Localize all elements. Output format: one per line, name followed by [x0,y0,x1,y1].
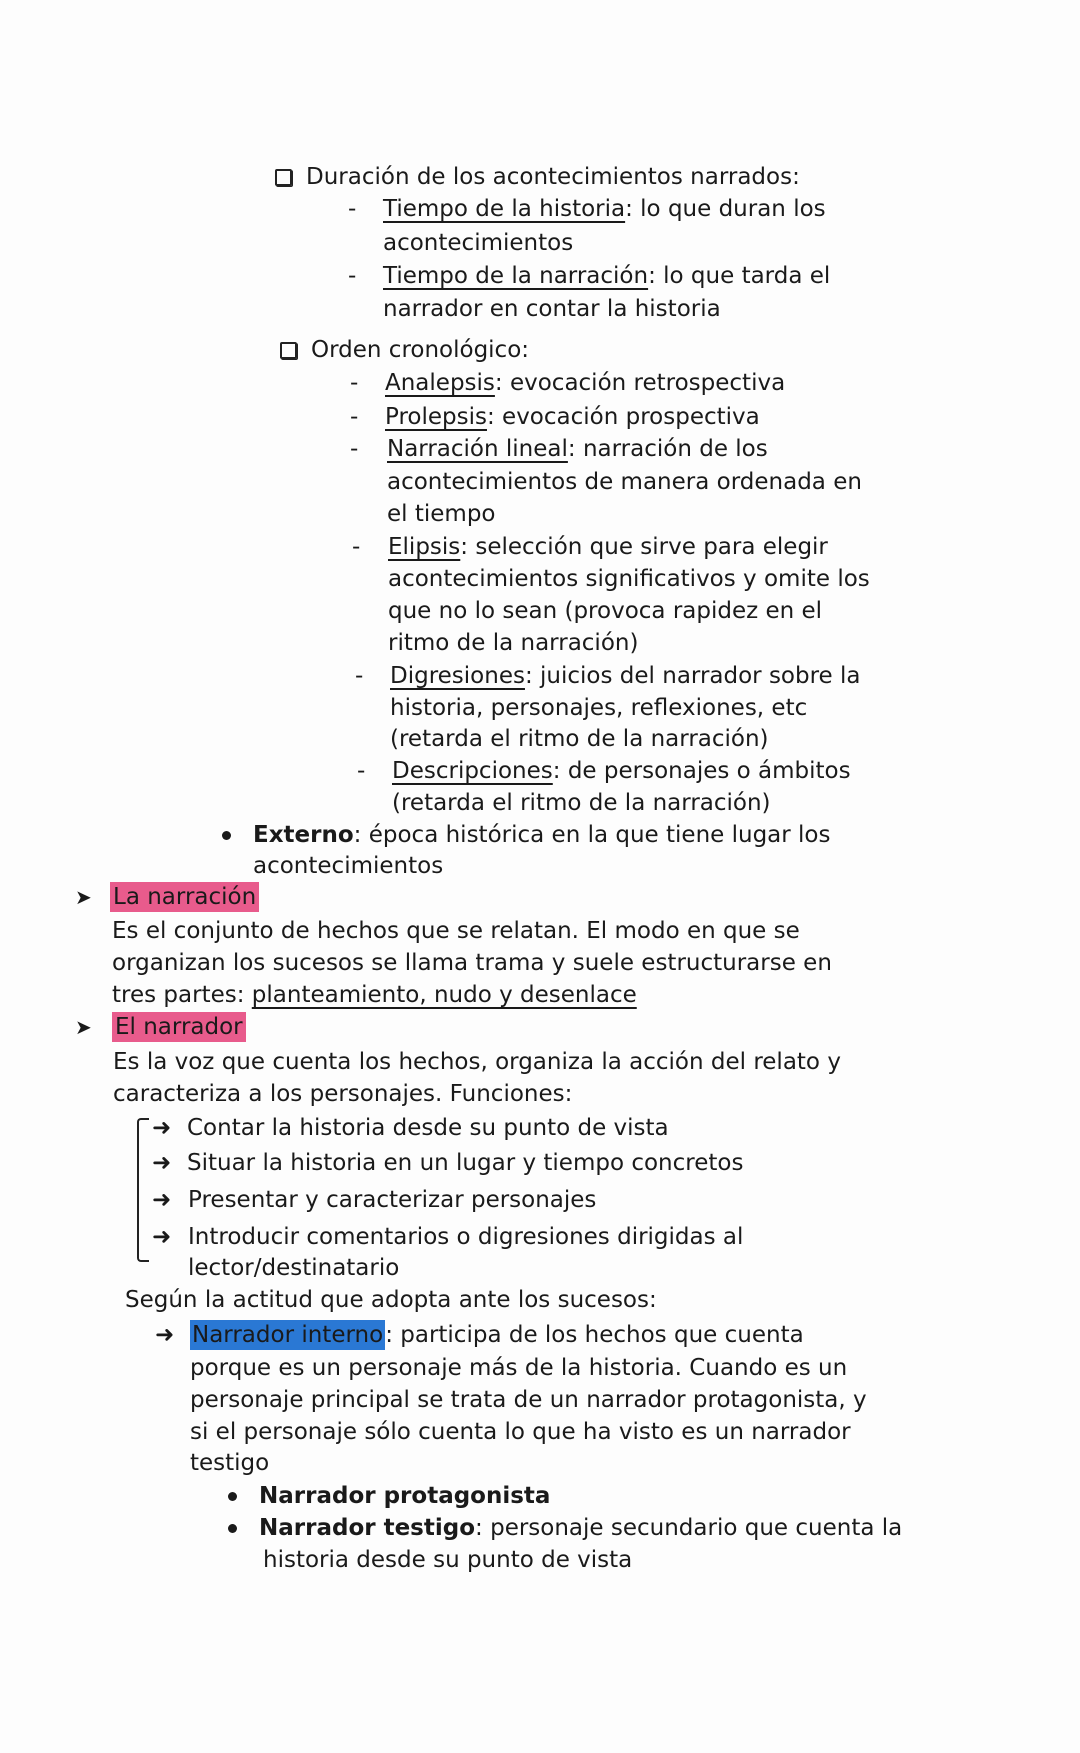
list-item-interno: Narrador interno: participa de los hechos que cuenta [192,1322,804,1348]
pointer-icon: ➤ [75,1015,92,1039]
function-item: Introducir comentarios o digresiones dirigidas al [188,1224,744,1250]
section-heading-narracion: La narración [110,886,259,909]
arrow-icon: ➜ [155,1322,175,1348]
bullet-item-testigo: Narrador testigo: personaje secundario que cuenta la [228,1517,902,1540]
dash-icon: - [350,370,359,396]
function-item: Presentar y caracterizar personajes [188,1187,597,1213]
bullet-item-externo: Externo: época histórica en la que tiene lugar los [222,824,830,847]
dash-icon: - [352,534,361,560]
arrow-icon: ➜ [152,1224,172,1250]
paragraph-line: Según la actitud que adopta ante los sucesos: [125,1287,657,1313]
list-item-cont: narrador en contar la historia [383,296,721,322]
function-item-cont: lector/destinatario [188,1255,400,1281]
section-heading-narrador: El narrador [112,1016,246,1039]
list-item-cont: historia, personajes, reflexiones, etc [390,695,808,721]
list-item-descripciones: Descripciones: de personajes o ámbitos [392,758,851,784]
dash-icon: - [350,404,359,430]
checkbox-item-duracion: Duración de los acontecimientos narrados: [275,166,800,189]
checkbox-icon [275,169,292,186]
list-item-digresiones: Digresiones: juicios del narrador sobre la [390,663,861,689]
list-item: Tiempo de la narración: lo que tarda el [383,263,831,289]
list-item-analepsis: Analepsis: evocación retrospectiva [385,370,786,396]
bullet-icon [222,831,231,840]
list-item-lineal: Narración lineal: narración de los [387,436,768,462]
paragraph-line: Es el conjunto de hechos que se relatan. El modo en que se [112,918,800,944]
dash-icon: - [357,758,366,784]
dash-icon: - [350,436,359,462]
list-item-cont: ritmo de la narración) [388,630,639,656]
bullet-item-protagonista: Narrador protagonista [228,1485,550,1508]
list-item-cont: testigo [190,1450,270,1476]
list-item-cont: si el personaje sólo cuenta lo que ha visto es un narrador [190,1419,851,1445]
dash-icon: - [348,263,357,289]
list-item-cont: el tiempo [387,501,496,527]
list-item-cont: acontecimientos [253,853,444,879]
paragraph-line: caracteriza a los personajes. Funciones: [113,1081,573,1107]
function-item: Contar la historia desde su punto de vista [187,1115,669,1141]
list-item-prolepsis: Prolepsis: evocación prospectiva [385,404,760,430]
list-item-cont: (retarda el ritmo de la narración) [390,726,769,752]
bullet-icon [228,1524,237,1533]
arrow-icon: ➜ [152,1150,172,1176]
checkbox-icon [280,342,297,359]
list-item-cont: acontecimientos de manera ordenada en [387,469,862,495]
list-item-cont: acontecimientos significativos y omite los [388,566,870,592]
dash-icon: - [348,196,357,222]
paragraph-line: organizan los sucesos se llama trama y suele estructurarse en [112,950,832,976]
paragraph-line: tres partes: planteamiento, nudo y desenlace [112,982,637,1008]
list-item-cont: historia desde su punto de vista [263,1547,633,1573]
bracket-icon [137,1118,149,1262]
pointer-icon: ➤ [75,885,92,909]
function-item: Situar la historia en un lugar y tiempo concretos [187,1150,744,1176]
list-item-elipsis: Elipsis: selección que sirve para elegir [388,534,828,560]
list-item: Tiempo de la historia: lo que duran los [383,196,826,222]
list-item-cont: porque es un personaje más de la historia. Cuando es un [190,1355,848,1381]
dash-icon: - [355,663,364,689]
bullet-icon [228,1492,237,1501]
list-item-cont: personaje principal se trata de un narrador protagonista, y [190,1387,867,1413]
checkbox-item-orden: Orden cronológico: [280,339,529,362]
list-item-cont: (retarda el ritmo de la narración) [392,790,771,816]
list-item-cont: que no lo sean (provoca rapidez en el [388,598,823,624]
arrow-icon: ➜ [152,1115,172,1141]
list-item-cont: acontecimientos [383,230,574,256]
arrow-icon: ➜ [152,1187,172,1213]
paragraph-line: Es la voz que cuenta los hechos, organiza la acción del relato y [113,1049,841,1075]
